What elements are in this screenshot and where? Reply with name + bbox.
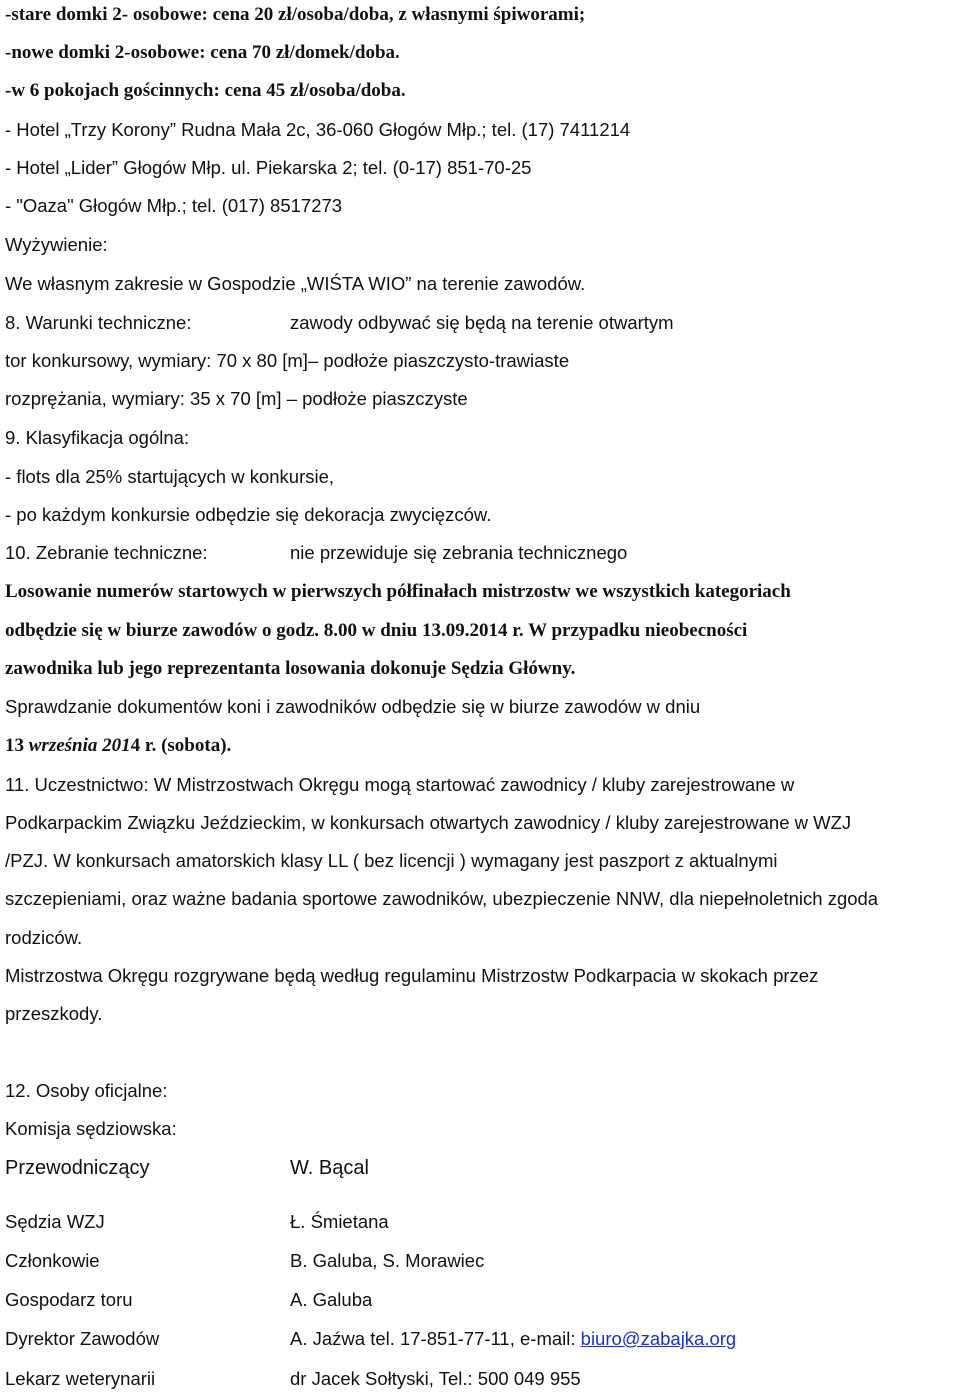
section-12-heading: 12. Osoby oficjalne: [5,1080,168,1101]
section-10-draw-line-3: zawodnika lub jego reprezentanta losowania dokonuje Sędzia Główny. [5,658,576,679]
section-10-meeting: nie przewiduje się zebrania technicznego [290,542,628,563]
section-11-line-5: rodziców. [5,927,83,948]
official-role: Lekarz weterynarii [5,1368,156,1389]
official-role: Dyrektor Zawodów [5,1328,160,1349]
section-8-heading: 8. Warunki techniczne: [5,312,192,333]
section-8-track: tor konkursowy, wymiary: 70 x 80 [m]– podłoże piaszczysto-trawiaste [5,350,570,371]
official-name: dr Jacek Sołtyski, Tel.: 500 049 955 [290,1368,581,1389]
official-name: W. Bącal [290,1157,369,1179]
accommodation-line-2: -nowe domki 2-osobowe: cena 70 zł/domek/doba. [5,42,400,63]
section-11-line-2: Podkarpackim Związku Jeździeckim, w konkursach otwartych zawodnicy / kluby zarejestrowane w WZJ [5,812,852,833]
official-role: Członkowie [5,1250,100,1271]
section-11-line-6: Mistrzostwa Okręgu rozgrywane będą według regulaminu Mistrzostw Podkarpacia w skokach przez [5,965,819,986]
official-name: B. Galuba, S. Morawiec [290,1250,485,1271]
official-role: Przewodniczący [5,1157,150,1179]
section-11-line-4: szczepieniami, oraz ważne badania sportowe zawodników, ubezpieczenie NNW, dla niepełnoletnich zgoda [5,888,879,909]
section-9-heading: 9. Klasyfikacja ogólna: [5,427,190,448]
email-link[interactable]: biuro@zabajka.org [580,1328,737,1349]
accommodation-line-3: -w 6 pokojach gościnnych: cena 45 zł/osoba/doba. [5,80,406,101]
hotel-lider: - Hotel „Lider” Głogów Młp. ul. Piekarska 2; tel. (0-17) 851-70-25 [5,157,532,178]
hotel-oaza: - "Oaza" Głogów Młp.; tel. (017) 8517273 [5,195,343,216]
section-10-heading: 10. Zebranie techniczne: [5,542,208,563]
catering-text: We własnym zakresie w Gospodzie „WIŚTA WIO” na terenie zawodów. [5,273,586,294]
official-name: A. Jaźwa tel. 17-851-77-11, e-mail: biuro@zabajka.org [290,1328,737,1349]
section-10-draw-line-1: Losowanie numerów startowych w pierwszych półfinałach mistrzostw we wszystkich kategoriach [5,581,791,602]
section-10-documents: Sprawdzanie dokumentów koni i zawodników odbędzie się w biurze zawodów w dniu [5,696,701,717]
catering-heading: Wyżywienie: [5,234,108,255]
official-role: Gospodarz toru [5,1289,133,1310]
official-name: Ł. Śmietana [290,1211,389,1232]
section-11-line-1: 11. Uczestnictwo: W Mistrzostwach Okręgu mogą startować zawodnicy / kluby zarejestrowane w [5,774,795,795]
section-9-line-2: - po każdym konkursie odbędzie się dekoracja zwycięzców. [5,504,492,525]
section-10-draw-line-2: odbędzie się w biurze zawodów o godz. 8.00 w dniu 13.09.2014 r. W przypadku nieobecności [5,620,748,641]
judges-committee-heading: Komisja sędziowska: [5,1118,177,1139]
section-10-date: 13 września 2014 r. (sobota). [5,735,232,756]
section-8-venue: zawody odbywać się będą na terenie otwartym [290,312,674,333]
official-role: Sędzia WZJ [5,1211,105,1232]
section-11-line-7: przeszkody. [5,1003,103,1024]
section-11-line-3: /PZJ. W konkursach amatorskich klasy LL ( bez licencji ) wymagany jest paszport z aktualnymi [5,850,778,871]
hotel-trzy-korony: - Hotel „Trzy Korony” Rudna Mała 2c, 36-060 Głogów Młp.; tel. (17) 7411214 [5,119,631,140]
section-8-warmup: rozprężania, wymiary: 35 x 70 [m] – podłoże piaszczyste [5,388,468,409]
accommodation-line-1: -stare domki 2- osobowe: cena 20 zł/osoba/doba, z własnymi śpiworami; [5,4,586,25]
official-name: A. Galuba [290,1289,373,1310]
section-9-line-1: - flots dla 25% startujących w konkursie, [5,466,335,487]
